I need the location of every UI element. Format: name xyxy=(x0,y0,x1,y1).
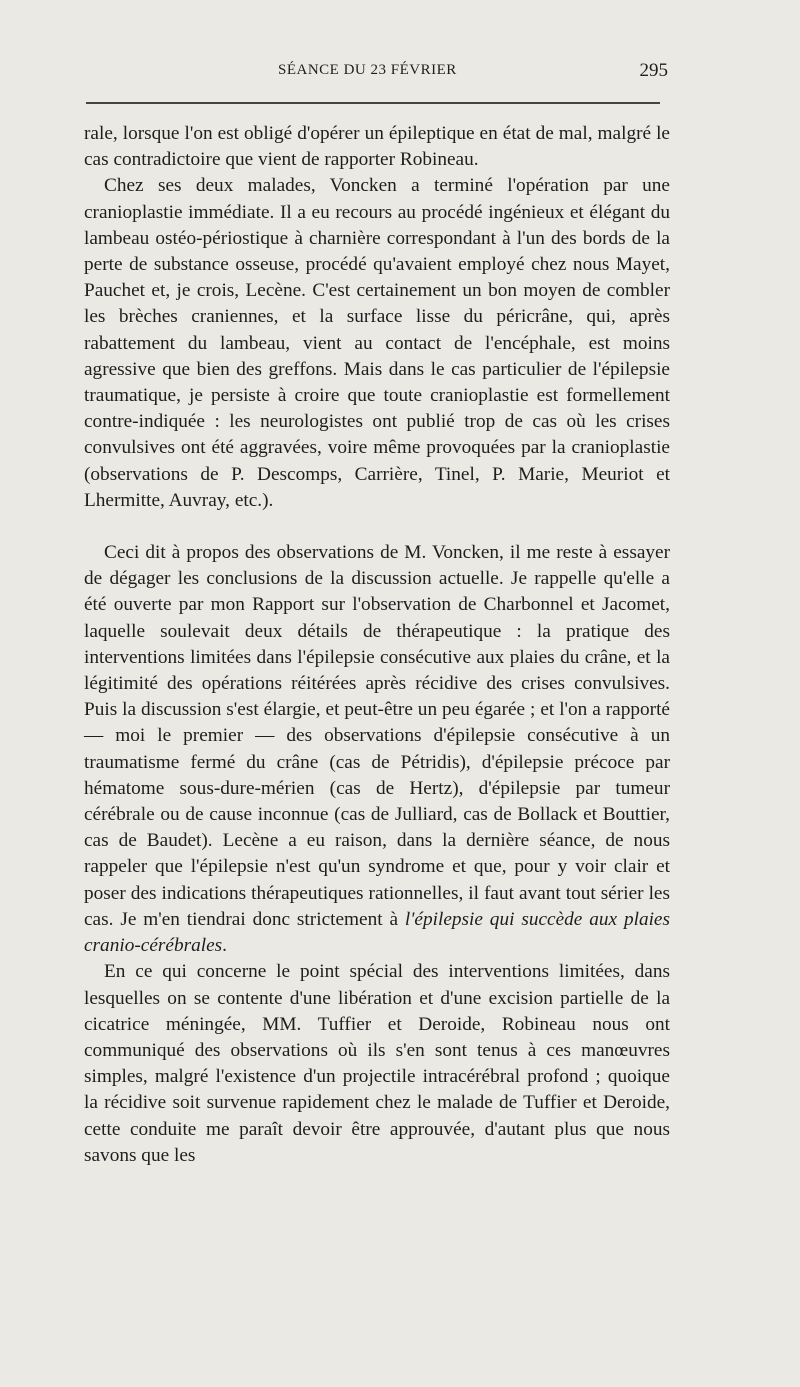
paragraph-3-end: . xyxy=(222,935,227,957)
paragraph-3-text: Ceci dit à propos des observations de M. Voncken, il me reste à essayer de dégager les conclusions de la discussion actuelle. Je rappelle qu'elle a été ouverte par mon Rapport sur l'observation de Charbonnel et Jacomet, laquelle soulevait deux détails de thérapeutique : la pratique des interventions limitées dans l'épilepsie consécutive aux plaies du crâne, et la légitimité des opérations réitérées après récidive des crises convulsives. Puis la discussion s'est élargie, et peut-être un peu égarée ; et l'on a rapporté — moi le premier — des observations d'épilepsie consécutive à un traumatisme fermé du crâne (cas de Pétridis), d'épilepsie précoce par hématome sous-dure-mérien (cas de Hertz), d'épilepsie par tumeur cérébrale ou de cause inconnue (cas de Julliard, cas de Bollack et Bouttier, cas de Baudet). Lecène a eu raison, dans la dernière séance, de nous rappeler que l'épilepsie n'est qu'un syndrome et que, pour y voir clair et poser des indications thérapeutiques rationnelles, il faut avant tout sérier les cas. Je m'en tiendrai donc strictement à xyxy=(84,542,670,930)
paragraph-1: rale, lorsque l'on est obligé d'opérer un épileptique en état de mal, malgré le cas contradictoire que vient de rapporter Robineau. xyxy=(84,123,670,171)
running-header xyxy=(82,62,668,86)
paragraph-4: En ce qui concerne le point spécial des interventions limitées, dans lesquelles on se contente d'une libération et d'une excision partielle de la cicatrice méningée, MM. Tuffier et Deroide, Robineau nous ont communiqué des observations où ils s'en sont tenus à ces manœuvres simples, malgré l'existence d'un projectile intracérébral profond ; quoique la récidive soit survenue rapidement chez le malade de Tuffier et Deroide, cette conduite me paraît devoir être approuvée, d'autant plus que nous savons que les xyxy=(84,961,670,1166)
paragraph-2: Chez ses deux malades, Voncken a terminé l'opération par une cranioplastie immédiate. Il a eu recours au procédé ingénieux et élégant du lambeau ostéo-périostique à charnière correspondant à l'un des bords de la perte de substance osseuse, procédé qu'avaient employé chez nous Mayet, Pauchet et, je crois, Lecène. C'est certainement un bon moyen de combler les brèches craniennes, et la surface lisse du péricrâne, qui, après rabattement du lambeau, vient au contact de l'encéphale, est moins agressive que bien des greffons. Mais dans le cas particulier de l'épilepsie traumatique, je persiste à croire que toute cranioplastie est formellement contre-indiquée : les neurologistes ont publié trop de cas où les crises convulsives ont été aggravées, voire même provoquées par la cranioplastie (observations de P. Descomps, Carrière, Tinel, P. Marie, Meuriot et Lhermitte, Auvray, etc.). xyxy=(84,175,670,511)
header-title: SÉANCE DU 23 FÉVRIER xyxy=(278,62,457,78)
page-number: 295 xyxy=(639,60,668,81)
paragraph-3 xyxy=(84,540,670,959)
body-text xyxy=(84,121,670,1169)
paragraph-3-emphasis: l'épilepsie qui succède aux plaies cranio-cérébrales xyxy=(84,908,670,957)
header-rule xyxy=(86,102,660,104)
